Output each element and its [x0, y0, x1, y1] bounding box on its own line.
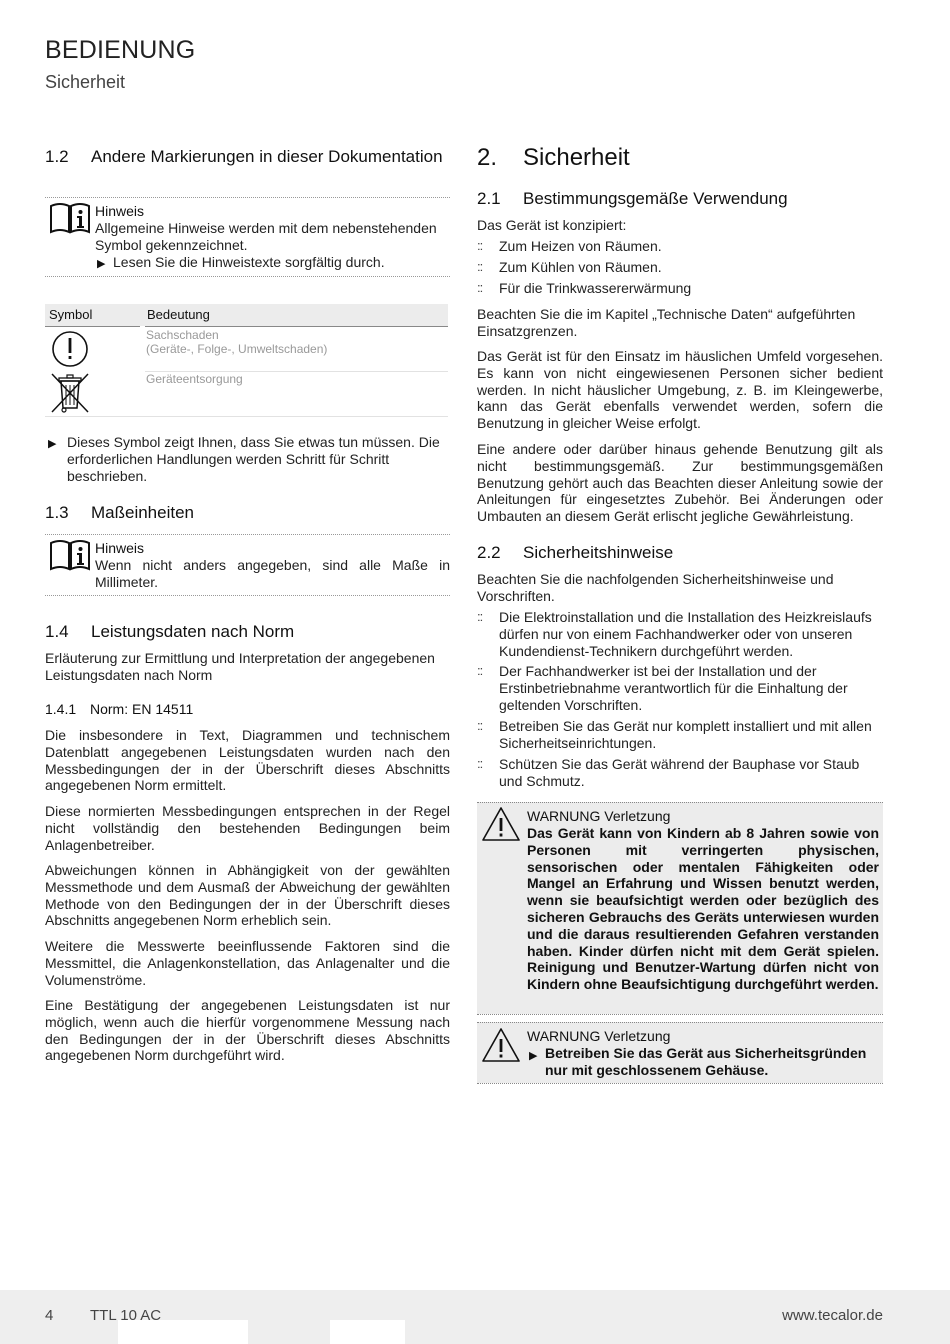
list-item: Zum Heizen von Räumen.	[499, 238, 662, 254]
list-item: Für die Trinkwassererwärmung	[499, 280, 692, 296]
hint-title: Hinweis	[95, 540, 145, 556]
bullet-icon: ::	[477, 609, 483, 624]
section-number: 2.1	[477, 189, 501, 208]
bullet-icon: ::	[477, 663, 483, 678]
warning-text: Betreiben Sie das Gerät aus Sicherheitsgründen nur mit geschlossenem Gehäuse.	[545, 1045, 867, 1078]
paragraph: Beachten Sie die im Kapitel „Technische Daten“ aufgeführten Einsatzgrenzen.	[477, 306, 856, 339]
model-name: TTL 10 AC	[90, 1307, 162, 1324]
section-number: 1.3	[45, 503, 69, 522]
divider	[477, 802, 883, 803]
section-title: Bestimmungsgemäße Verwendung	[523, 189, 788, 208]
section-number: 1.2	[45, 147, 69, 166]
paragraph: Das Gerät ist konzipiert:	[477, 217, 627, 233]
warning-triangle-icon	[481, 806, 521, 842]
divider	[45, 276, 450, 277]
section-1-3-heading	[45, 503, 450, 523]
table-cell: Sachschaden	[146, 328, 219, 342]
col-symbol: Symbol	[49, 307, 93, 322]
table-rule	[45, 416, 448, 417]
paragraph: Diese normierten Messbedingungen entsprechen in der Regel nicht vollständig den bestehenden Bedingungen beim Anlagenbetreiber.	[45, 803, 450, 853]
warning-text: Das Gerät kann von Kindern ab 8 Jahren sowie von Personen mit verringerten physischen, sensorischen oder mentalen Fähigkeiten oder Mangel an Erfahrung und Wissen benutzt werden, wenn sie beaufsichtigt werden oder bezüglich des sicheren Gebrauchs des Geräts unterwiesen wurden und die daraus resultierenden Gefahren verstanden haben. Kinder dürfen nicht mit dem Gerät spielen. Reinigung und Benutzer-Wartung dürfen nicht von Kindern ohne Beaufsichtigung durchgeführt werden.	[527, 825, 879, 993]
paragraph: Eine andere oder darüber hinaus gehende Benutzung gilt als nicht bestimmungsgemäß. Zur bestimmungsgemäßen Benutzung gehört auch das Beachten dieser Anleitung sowie der Anleitungen für eingesetztes Zubehör. Bei Änderungen oder Umbauten an diesem Gerät erlischt jegliche Gewährleistung.	[477, 441, 883, 525]
chapter-title: Sicherheit	[523, 144, 630, 171]
page-header-subtitle: Sicherheit	[45, 72, 126, 92]
bullet-icon: ::	[477, 238, 483, 253]
table-rule	[45, 326, 140, 327]
section-2-1-heading	[477, 189, 883, 209]
list-item: Schützen Sie das Gerät während der Bauphase vor Staub und Schmutz.	[499, 756, 860, 789]
section-1-2-heading	[45, 147, 450, 187]
exclamation-circle-icon	[51, 330, 89, 368]
table-cell: (Geräte-, Folge-, Umweltschaden)	[146, 342, 328, 356]
paragraph: Weitere die Messwerte beeinflussende Faktoren sind die Messmittel, die Anlagenkonstellation, das Anlagenalter und die Volumenströme.	[45, 938, 450, 988]
table-rule	[145, 326, 448, 327]
triangle-arrow-icon: ▶	[48, 438, 57, 450]
page-number: 4	[45, 1307, 54, 1324]
bullet-icon: ::	[477, 259, 483, 274]
action-note: Dieses Symbol zeigt Ihnen, dass Sie etwas tun müssen. Die erforderlichen Handlungen werden Schritt für Schritt beschrieben.	[67, 434, 440, 484]
section-title: Leistungsdaten nach Norm	[91, 622, 295, 641]
divider	[477, 1014, 883, 1015]
section-title: Andere Markierungen in dieser Dokumentation	[91, 147, 443, 166]
chapter-number: 2.	[477, 144, 498, 171]
hint-action: Lesen Sie die Hinweistexte sorgfältig durch.	[113, 254, 385, 270]
paragraph: Das Gerät ist für den Einsatz im häuslichen Umfeld vorgesehen. Es kann von nicht eingewiesenen Personen sicher bedient werden. In nicht häuslicher Umgebung, z. B. im Kleingewerbe, kann das Gerät ebenfalls verwendet werden, sofern die Benutzung in gleicher Weise erfolgt.	[477, 348, 883, 432]
crossed-bin-icon	[50, 372, 90, 414]
hint-title: Hinweis	[95, 203, 145, 219]
bullet-icon: ::	[477, 756, 483, 771]
divider	[477, 1022, 883, 1023]
section-number: 1.4	[45, 622, 69, 641]
paragraph: Abweichungen können in Abhängigkeit von der gewählten Messmethode und dem Ausmaß der Abweichung der gewählten Methode von den Bedingungen der in der Überschrift dieses Abschnitts angegebenen Norm erheblich sein.	[45, 862, 450, 929]
warning-triangle-icon	[481, 1027, 521, 1063]
list-item: Betreiben Sie das Gerät nur komplett installiert und mit allen Sicherheitseinrichtungen.	[499, 718, 872, 751]
warning-title: WARNUNG Verletzung	[527, 1028, 671, 1044]
bullet-icon: ::	[477, 280, 483, 295]
triangle-arrow-icon: ▶	[529, 1050, 538, 1062]
book-info-icon	[49, 202, 91, 234]
section-title: Sicherheitshinweise	[523, 543, 674, 562]
list-item: Der Fachhandwerker ist bei der Installation und der Erstinbetriebnahme verantwortlich für die Einhaltung der geltenden Vorschriften.	[499, 663, 848, 713]
warning-title: WARNUNG Verletzung	[527, 808, 671, 824]
hint-text: Allgemeine Hinweise werden mit dem nebenstehenden Symbol gekennzeichnet.	[95, 220, 437, 253]
hint-text: Wenn nicht anders angegeben, sind alle Maße in Millimeter.	[95, 557, 450, 590]
footer-mark	[330, 1320, 405, 1344]
paragraph: Beachten Sie die nachfolgenden Sicherheitshinweise und Vorschriften.	[477, 571, 834, 604]
chapter-2-heading	[477, 144, 883, 174]
table-cell: Geräteentsorgung	[146, 372, 243, 386]
symbol-table-header	[45, 304, 448, 326]
paragraph: Die insbesondere in Text, Diagrammen und technischem Datenblatt angegebenen Leistungsdaten wurden nach den Messbedingungen der in der Überschrift dieses Abschnitts angegebenen Norm ermittelt.	[45, 727, 450, 794]
website-link[interactable]: www.tecalor.de	[782, 1307, 883, 1324]
col-meaning: Bedeutung	[147, 307, 210, 322]
list-item: Die Elektroinstallation und die Installation des Heizkreislaufs dürfen nur von einem Fachhandwerker oder von unseren Kundendienst-Technikern durchgeführt werden.	[499, 609, 872, 659]
section-intro: Erläuterung zur Ermittlung und Interpretation der angegebenen Leistungsdaten nach Norm	[45, 650, 435, 683]
section-title: Maßeinheiten	[91, 503, 195, 522]
paragraph: Eine Bestätigung der angegebenen Leistungsdaten ist nur möglich, wenn auch die hierfür vorgenommene Messung nach den Bedingungen der in der Überschrift dieses Abschnitts angegebenen Norm durchgeführt wird.	[45, 997, 450, 1064]
book-info-icon	[49, 539, 91, 571]
section-2-2-heading	[477, 543, 883, 563]
page-header-title: BEDIENUNG	[45, 36, 196, 64]
section-1-4-1-heading	[45, 701, 450, 719]
divider	[45, 534, 450, 535]
bullet-icon: ::	[477, 718, 483, 733]
section-number: 2.2	[477, 543, 501, 562]
divider	[45, 595, 450, 596]
section-1-4-heading	[45, 622, 450, 642]
divider	[45, 197, 450, 198]
triangle-arrow-icon: ▶	[97, 258, 106, 270]
list-item: Zum Kühlen von Räumen.	[499, 259, 662, 275]
section-title: Norm: EN 14511	[90, 701, 194, 717]
divider	[477, 1083, 883, 1084]
section-number: 1.4.1	[45, 701, 77, 717]
